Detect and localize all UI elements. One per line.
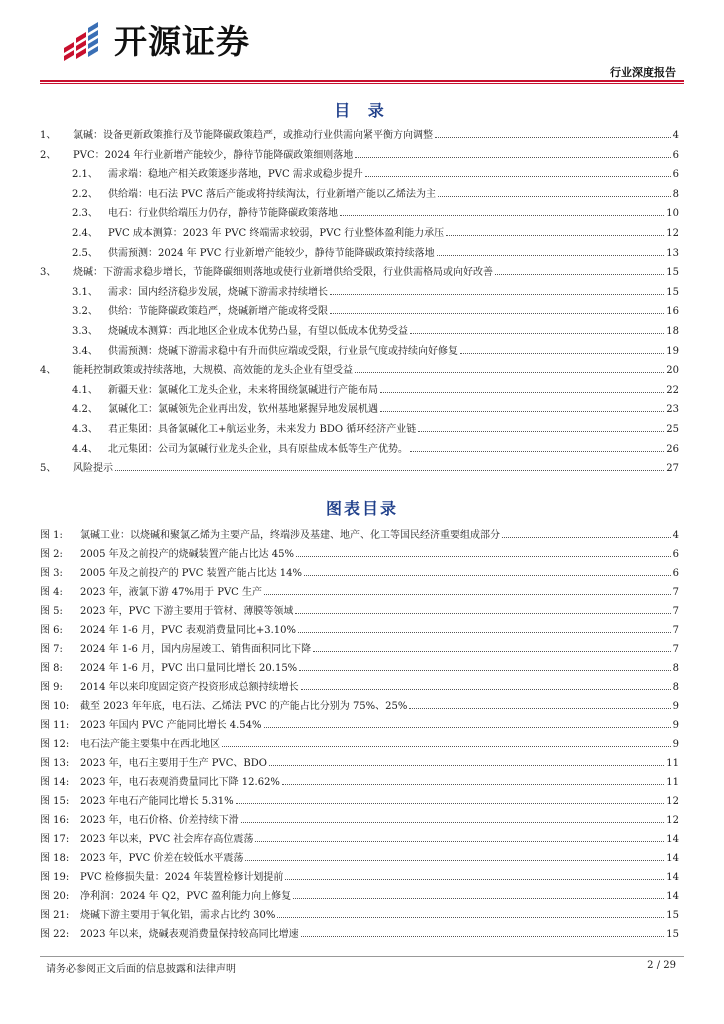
entry-page: 25 [666, 424, 679, 435]
entry-number: 图 1: [40, 530, 63, 541]
entry-number: 4.3、 [72, 424, 98, 435]
entry-page: 19 [666, 345, 679, 357]
toc-entry[interactable] [40, 460, 679, 474]
entry-page: 11 [666, 777, 679, 788]
entry-page: 8 [672, 188, 679, 200]
figure-entry[interactable] [40, 926, 679, 940]
dot-leader [330, 313, 664, 314]
entry-page: 9 [672, 739, 679, 750]
dot-leader [365, 176, 671, 177]
entry-title: PVC：2024 年行业新增产能较少，静待节能降碳政策细则落地 [73, 149, 354, 161]
dot-leader [295, 613, 670, 614]
entry-number: 2.4、 [72, 228, 98, 239]
entry-title: 2024 年 1-6 月，PVC 出口量同比增长 20.15% [80, 663, 298, 674]
dot-leader [301, 689, 671, 690]
entry-title: 北元集团：公司为氯碱行业龙头企业，具有原盐成本低等生产优势。 [108, 443, 408, 455]
figure-entry[interactable] [40, 584, 679, 598]
entry-title: 2024 年 1-6 月，国内房屋竣工、销售面积同比下降 [80, 644, 312, 655]
figure-entry[interactable] [40, 603, 679, 617]
entry-title: 氯碱：设备更新政策推行及节能降碳政策趋严，或推动行业供需向紧平衡方向调整 [73, 130, 433, 141]
figure-entry[interactable] [40, 527, 679, 541]
toc-entry[interactable] [40, 147, 679, 161]
entry-page: 12 [666, 228, 679, 239]
entry-title: 电石：行业供给端压力仍存，静待节能降碳政策落地 [108, 208, 338, 220]
entry-page: 8 [672, 682, 679, 693]
entry-page: 23 [666, 404, 679, 416]
figure-entry[interactable] [40, 774, 679, 788]
dot-leader [245, 860, 664, 861]
entry-number: 图 10: [40, 701, 70, 712]
entry-title: 2023 年，电石价格、价差持续下滑 [80, 815, 239, 826]
dot-leader [435, 137, 671, 138]
entry-title: 2023 年，PVC 下游主要用于管材、薄膜等领域 [80, 606, 294, 617]
dot-leader [355, 372, 664, 373]
entry-title: 2023 年以来，烧碱表观消费量保持较高同比增速 [80, 929, 299, 940]
header-divider-thin [40, 83, 684, 84]
entry-page: 13 [666, 247, 679, 259]
entry-page: 27 [666, 463, 679, 475]
entry-number: 4.1、 [72, 384, 98, 396]
entry-title: 2005 年及之前投产的烧碱装置产能占比达 45% [80, 549, 295, 560]
entry-number: 图 22: [40, 929, 70, 940]
entry-page: 15 [666, 286, 679, 298]
figure-entry[interactable] [40, 888, 679, 902]
entry-number: 图 3: [40, 568, 63, 579]
dot-leader [293, 898, 664, 899]
figure-entry[interactable] [40, 831, 679, 845]
entry-title: 烧碱成本测算：西北地区企业成本优势凸显，有望以低成本优势受益 [108, 326, 408, 337]
figure-entry[interactable] [40, 546, 679, 560]
entry-number: 1、 [40, 130, 57, 141]
entry-page: 7 [672, 644, 679, 655]
entry-number: 图 18: [40, 853, 70, 864]
figure-entry[interactable] [40, 622, 679, 636]
entry-page: 15 [666, 267, 679, 279]
entry-page: 8 [672, 663, 679, 674]
figure-entry[interactable] [40, 679, 679, 693]
entry-page: 7 [672, 625, 679, 636]
footer-divider [40, 956, 684, 957]
entry-number: 2、 [40, 149, 57, 161]
dot-leader [269, 765, 664, 766]
entry-title: 供给端：电石法 PVC 落后产能或将持续淘汰，行业新增产能以乙烯法为主 [108, 188, 436, 200]
report-type-label: 行业深度报告 [610, 66, 676, 79]
toc-entry[interactable] [40, 225, 679, 239]
entry-number: 图 5: [40, 606, 63, 617]
entry-number: 图 7: [40, 644, 63, 655]
entry-page: 4 [672, 130, 679, 141]
dot-leader [313, 651, 671, 652]
entry-page: 6 [672, 149, 679, 161]
entry-title: 2014 年以来印度固定资产投资形成总额持续增长 [80, 682, 299, 693]
figures-list [40, 527, 679, 945]
toc-entry[interactable] [40, 264, 679, 278]
entry-number: 2.2、 [72, 188, 98, 200]
entry-number: 2.3、 [72, 208, 98, 220]
dot-leader [299, 670, 670, 671]
entry-number: 图 21: [40, 910, 70, 921]
figure-entry[interactable] [40, 869, 679, 883]
entry-page: 14 [666, 834, 679, 845]
entry-title: 君正集团：具备氯碱化工+航运业务，未来发力 BDO 循环经济产业链 [108, 424, 417, 435]
toc-entry[interactable] [40, 421, 679, 435]
entry-page: 18 [666, 326, 679, 337]
dot-leader [495, 274, 664, 275]
dot-leader [409, 708, 670, 709]
entry-page: 15 [666, 929, 679, 940]
entry-number: 3.2、 [72, 306, 98, 318]
figure-entry[interactable] [40, 755, 679, 769]
entry-number: 图 16: [40, 815, 70, 826]
logo-text: 开源证券 [114, 22, 250, 61]
dot-leader [301, 936, 665, 937]
entry-page: 20 [666, 365, 679, 377]
entry-title: 2023 年，液氯下游 47%用于 PVC 生产 [80, 587, 262, 598]
dot-leader [298, 632, 671, 633]
entry-title: 2023 年，PVC 价差在较低水平震荡 [80, 853, 244, 864]
dot-leader [255, 841, 664, 842]
toc-entry[interactable] [40, 343, 679, 357]
entry-page: 9 [672, 701, 679, 712]
figure-entry[interactable] [40, 850, 679, 864]
entry-title: 2023 年，电石主要用于生产 PVC、BDO [80, 758, 267, 769]
entry-title: 电石法产能主要集中在西北地区 [80, 739, 220, 750]
entry-number: 4.2、 [72, 404, 98, 416]
entry-title: 2024 年 1-6 月，PVC 表观消费量同比+3.10% [80, 625, 297, 636]
entry-page: 9 [672, 720, 679, 731]
toc-entry[interactable] [40, 362, 679, 376]
toc-entry[interactable] [40, 186, 679, 200]
entry-title: 新疆天业：氯碱化工龙头企业，未来将围绕氯碱进行产能布局 [108, 384, 378, 396]
figure-entry[interactable] [40, 565, 679, 579]
entry-title: 氯碱工业：以烧碱和聚氯乙烯为主要产品，终端涉及基建、地产、化工等国民经济重要组成部分 [80, 530, 500, 541]
dot-leader [438, 196, 671, 197]
toc-entry[interactable] [40, 303, 679, 317]
toc-entry[interactable] [40, 245, 679, 259]
entry-page: 12 [666, 796, 679, 807]
entry-title: 供需预测：烧碱下游需求稳中有升而供应端或受限，行业景气度或持续向好修复 [108, 345, 458, 357]
entry-page: 14 [666, 891, 679, 902]
dot-leader [380, 411, 664, 412]
entry-title: PVC 成本测算：2023 年 PVC 终端需求较弱，PVC 行业整体盈利能力承压 [108, 228, 445, 239]
dot-leader [355, 157, 670, 158]
entry-page: 26 [666, 443, 679, 455]
entry-number: 2.1、 [72, 169, 98, 181]
entry-page: 15 [666, 910, 679, 921]
entry-number: 5、 [40, 463, 57, 475]
entry-page: 10 [666, 208, 679, 220]
entry-page: 7 [672, 606, 679, 617]
dot-leader [410, 333, 664, 334]
toc-entry[interactable] [40, 127, 679, 141]
toc-title: 目 录 [334, 101, 390, 120]
dot-leader [264, 727, 671, 728]
entry-number: 图 13: [40, 758, 70, 769]
toc-entry[interactable] [40, 382, 679, 396]
entry-number: 图 12: [40, 739, 70, 750]
dot-leader [282, 784, 664, 785]
entry-number: 3.1、 [72, 286, 98, 298]
dot-leader [330, 294, 664, 295]
entry-page: 4 [672, 530, 679, 541]
entry-number: 图 11: [40, 720, 70, 731]
figures-title: 图表目录 [325, 499, 398, 518]
entry-page: 6 [672, 549, 679, 560]
entry-title: 烧碱下游主要用于氧化铝，需求占比约 30% [80, 910, 276, 921]
entry-title: 供给：节能降碳政策趋严，烧碱新增产能或将受限 [108, 306, 328, 318]
entry-page: 14 [666, 853, 679, 864]
dot-leader [264, 594, 671, 595]
entry-title: 2023 年电石产能同比增长 5.31% [80, 796, 234, 807]
entry-title: 净利润：2024 年 Q2，PVC 盈利能力向上修复 [80, 891, 292, 902]
toc-entry[interactable] [40, 441, 679, 455]
entry-title: 能耗控制政策或持续落地，大规模、高效能的龙头企业有望受益 [73, 365, 353, 377]
entry-number: 图 19: [40, 872, 70, 883]
entry-page: 12 [666, 815, 679, 826]
entry-page: 16 [666, 306, 679, 318]
dot-leader [296, 556, 671, 557]
figure-entry[interactable] [40, 717, 679, 731]
entry-number: 图 4: [40, 587, 63, 598]
dot-leader [115, 470, 664, 471]
entry-title: 2023 年以来，PVC 社会库存高位震荡 [80, 834, 254, 845]
toc-entry[interactable] [40, 401, 679, 415]
dot-leader [460, 353, 664, 354]
entry-title: 风险提示 [73, 463, 113, 475]
page-number: 2 / 29 [647, 960, 676, 971]
entry-number: 图 14: [40, 777, 70, 788]
entry-title: 2023 年国内 PVC 产能同比增长 4.54% [80, 720, 262, 731]
entry-number: 图 17: [40, 834, 70, 845]
figure-entry[interactable] [40, 793, 679, 807]
dot-leader [340, 215, 664, 216]
toc-entry[interactable] [40, 166, 679, 180]
company-logo [60, 20, 250, 64]
entry-number: 图 9: [40, 682, 63, 693]
entry-number: 2.5、 [72, 247, 98, 259]
logo-mark-icon [60, 20, 106, 64]
dot-leader [285, 879, 664, 880]
entry-page: 6 [672, 169, 679, 181]
entry-title: 需求：国内经济稳步发展，烧碱下游需求持续增长 [108, 286, 328, 298]
figure-entry[interactable] [40, 812, 679, 826]
entry-page: 22 [666, 384, 679, 396]
figure-entry[interactable] [40, 907, 679, 921]
toc-entry[interactable] [40, 323, 679, 337]
entry-title: 2023 年，电石表观消费量同比下降 12.62% [80, 777, 280, 788]
entry-title: PVC 检修损失量：2024 年装置检修计划提前 [80, 872, 284, 883]
entry-number: 图 15: [40, 796, 70, 807]
dot-leader [502, 537, 671, 538]
figure-entry[interactable] [40, 698, 679, 712]
entry-number: 4.4、 [72, 443, 98, 455]
dot-leader [380, 392, 664, 393]
entry-number: 3.3、 [72, 326, 98, 337]
entry-title: 烧碱：下游需求稳步增长，节能降碳细则落地或使行业新增供给受限，行业供需格局或向好改善 [73, 267, 493, 279]
figure-entry[interactable] [40, 660, 679, 674]
footer-disclaimer: 请务必参阅正文后面的信息披露和法律声明 [46, 964, 236, 975]
entry-title: 截至 2023 年年底，电石法、乙烯法 PVC 的产能占比分别为 75%、25% [80, 701, 408, 712]
dot-leader [304, 575, 671, 576]
entry-number: 3.4、 [72, 345, 98, 357]
dot-leader [222, 746, 671, 747]
toc-entry[interactable] [40, 205, 679, 219]
entry-number: 4、 [40, 365, 57, 377]
entry-number: 图 8: [40, 663, 63, 674]
entry-title: 供需预测：2024 年 PVC 行业新增产能较少，静待节能降碳政策持续落地 [108, 247, 435, 259]
entry-number: 3、 [40, 267, 57, 279]
dot-leader [446, 235, 664, 236]
entry-title: 氯碱化工：氯碱领先企业再出发，钦州基地紧握异地发展机遇 [108, 404, 378, 416]
dot-leader [277, 917, 664, 918]
dot-leader [241, 822, 665, 823]
entry-page: 7 [672, 587, 679, 598]
dot-leader [236, 803, 665, 804]
entry-number: 图 2: [40, 549, 63, 560]
dot-leader [418, 431, 664, 432]
header-divider [40, 80, 684, 82]
entry-number: 图 6: [40, 625, 63, 636]
dot-leader [437, 255, 665, 256]
figure-entry[interactable] [40, 641, 679, 655]
dot-leader [410, 451, 664, 452]
entry-page: 14 [666, 872, 679, 883]
entry-title: 需求端：稳地产相关政策逐步落地，PVC 需求或稳步提升 [108, 169, 363, 181]
toc-list [40, 127, 679, 480]
entry-title: 2005 年及之前投产的 PVC 装置产能占比达 14% [80, 568, 302, 579]
entry-page: 6 [672, 568, 679, 579]
toc-entry[interactable] [40, 284, 679, 298]
entry-page: 11 [666, 758, 679, 769]
figure-entry[interactable] [40, 736, 679, 750]
entry-number: 图 20: [40, 891, 70, 902]
